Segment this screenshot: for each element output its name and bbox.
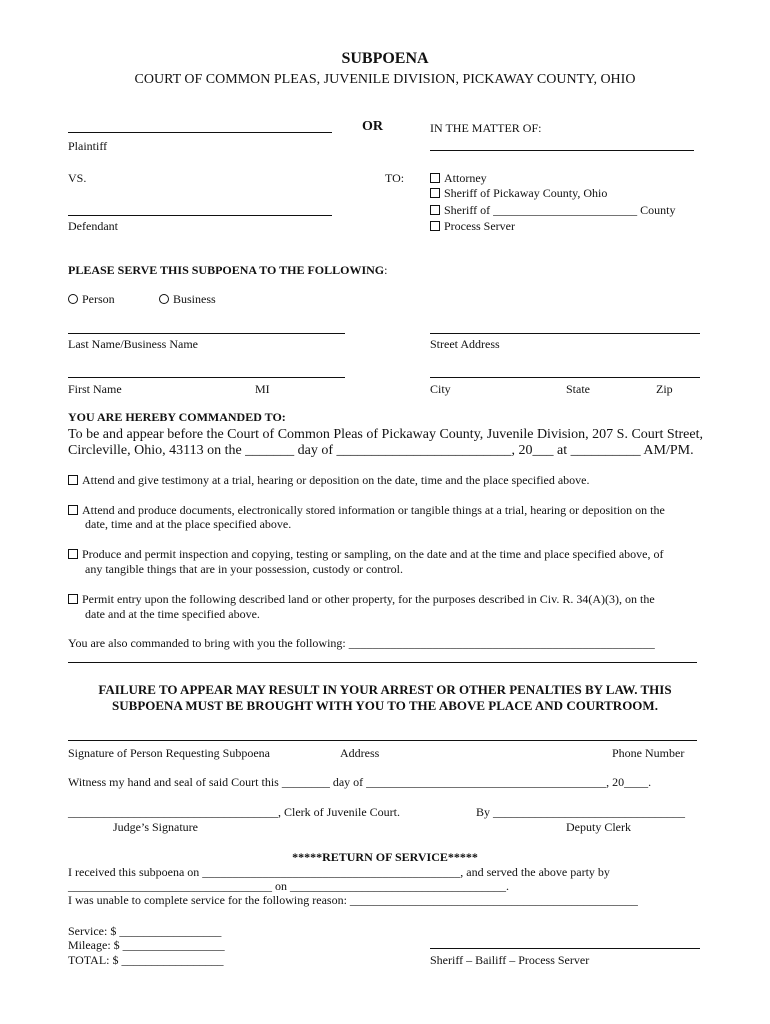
checkbox-icon[interactable] (430, 173, 440, 183)
defendant-label: Defendant (68, 219, 118, 233)
matter-line[interactable] (430, 150, 694, 151)
requester-label: Signature of Person Requesting Subpoena (68, 746, 270, 760)
first-name-label: First Name (68, 382, 122, 396)
radio-icon[interactable] (159, 294, 169, 304)
unable-line: I was unable to complete service for the following reason: ________________________________________________ (68, 893, 638, 907)
return-heading: *****RETURN OF SERVICE***** (292, 850, 478, 864)
checkbox-icon[interactable] (68, 549, 78, 559)
city-line[interactable] (430, 377, 700, 378)
radio-business[interactable]: Business (159, 292, 216, 306)
option-produce[interactable]: Attend and produce documents, electronically stored information or tangible things at a trial, hearing or deposition on the (68, 503, 665, 517)
street-line[interactable] (430, 333, 700, 334)
mi-label: MI (255, 382, 270, 396)
state-label: State (566, 382, 590, 396)
recipient-attorney[interactable]: Attorney (430, 171, 487, 185)
command-line-2: Circleville, Ohio, 43113 on the _______ day of _________________________, 20___ at __________ AM/PM. (68, 443, 694, 458)
option-inspect[interactable]: Produce and permit inspection and copying, testing or sampling, on the date and at the time and place specified above, of (68, 547, 664, 561)
server-signature-line[interactable] (430, 948, 700, 949)
city-label: City (430, 382, 451, 396)
option-inspect-cont: any tangible things that are in your possession, custody or control. (85, 562, 403, 576)
command-line-1: To be and appear before the Court of Common Pleas of Pickaway County, Juvenile Division, 207 S. Court Street, (68, 427, 704, 442)
recipient-other-sheriff[interactable]: Sheriff of ________________________ County (430, 203, 675, 217)
by-line: By ________________________________ (476, 805, 686, 819)
checkbox-icon[interactable] (430, 221, 440, 231)
service-fee: Service: $ _________________ (68, 924, 222, 938)
served-on-line: __________________________________ on ____________________________________. (68, 879, 509, 893)
radio-icon[interactable] (68, 294, 78, 304)
zip-label: Zip (656, 382, 673, 396)
defendant-line[interactable] (68, 215, 332, 216)
checkbox-icon[interactable] (68, 505, 78, 515)
received-line: I received this subpoena on ___________________________________________, and served the above party by (68, 865, 610, 879)
deputy-label: Deputy Clerk (566, 820, 631, 834)
phone-label: Phone Number (612, 746, 685, 760)
warning-line-1: FAILURE TO APPEAR MAY RESULT IN YOUR ARREST OR OTHER PENALTIES BY LAW. THIS (98, 682, 672, 697)
checkbox-icon[interactable] (430, 188, 440, 198)
option-entry-cont: date and at the time specified above. (85, 607, 260, 621)
court-name: COURT OF COMMON PLEAS, JUVENILE DIVISION, PICKAWAY COUNTY, OHIO (134, 72, 636, 87)
address-label: Address (340, 746, 380, 760)
last-name-label: Last Name/Business Name (68, 337, 198, 351)
command-heading: YOU ARE HEREBY COMMANDED TO: (68, 410, 286, 424)
witness-line: Witness my hand and seal of said Court this ________ day of ________________________________________, 20____. (68, 775, 652, 789)
plaintiff-line[interactable] (68, 132, 332, 133)
mileage-fee: Mileage: $ _________________ (68, 938, 225, 952)
to-label: TO: (385, 171, 405, 185)
bring-line: You are also commanded to bring with you the following: ___________________________________________________ (68, 636, 655, 650)
street-label: Street Address (430, 337, 500, 351)
plaintiff-label: Plaintiff (68, 139, 108, 153)
page-title: SUBPOENA (341, 50, 429, 67)
or-label: OR (362, 119, 383, 134)
judge-label: Judge’s Signature (113, 820, 198, 834)
vs-label: VS. (68, 171, 87, 185)
checkbox-icon[interactable] (68, 475, 78, 485)
option-entry[interactable]: Permit entry upon the following described land or other property, for the purposes described in Civ. R. 34(A)(3), on the (68, 592, 655, 606)
server-label: Sheriff – Bailiff – Process Server (430, 953, 590, 967)
in-matter-label: IN THE MATTER OF: (430, 121, 542, 135)
radio-person[interactable]: Person (68, 292, 115, 306)
recipient-process-server[interactable]: Process Server (430, 219, 515, 233)
option-produce-cont: date, time and at the place specified above. (85, 517, 292, 531)
clerk-line: ___________________________________, Clerk of Juvenile Court. (68, 805, 400, 819)
total-fee: TOTAL: $ _________________ (68, 953, 224, 967)
last-name-line[interactable] (68, 333, 345, 334)
checkbox-icon[interactable] (430, 205, 440, 215)
requester-signature-line[interactable] (68, 740, 697, 741)
first-name-line[interactable] (68, 377, 345, 378)
recipient-pickaway-sheriff[interactable]: Sheriff of Pickaway County, Ohio (430, 186, 607, 200)
serve-heading: PLEASE SERVE THIS SUBPOENA TO THE FOLLOWING: (68, 263, 388, 277)
checkbox-icon[interactable] (68, 594, 78, 604)
option-testimony[interactable]: Attend and give testimony at a trial, hearing or deposition on the date, time and the place specified above. (68, 473, 590, 487)
warning-line-2: SUBPOENA MUST BE BROUGHT WITH YOU TO THE ABOVE PLACE AND COURTROOM. (112, 698, 658, 713)
bring-line-2[interactable] (68, 662, 697, 663)
